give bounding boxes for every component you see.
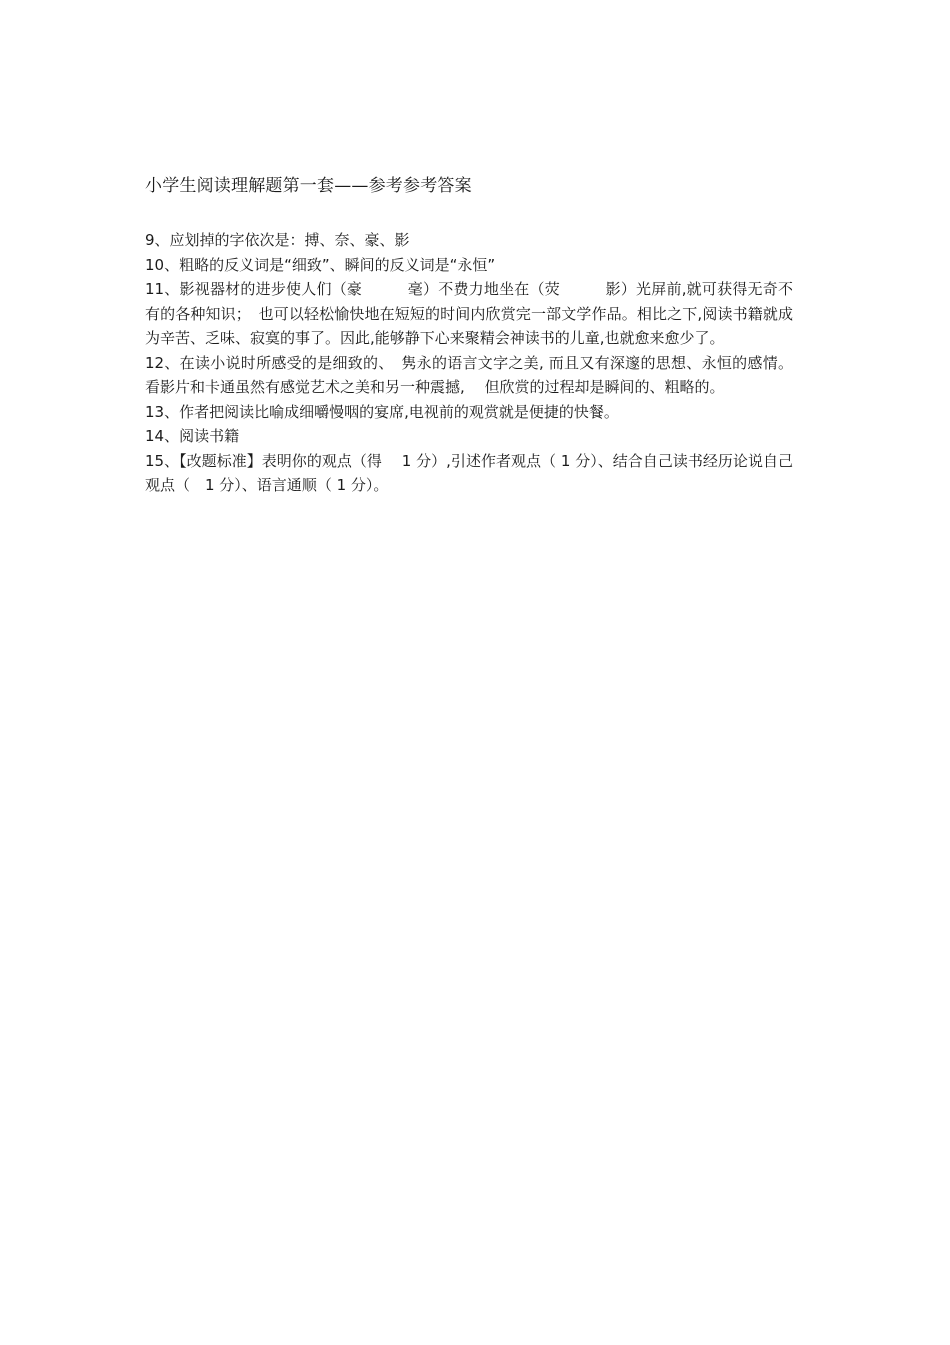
answer-number: 12: [145, 353, 165, 372]
answer-number: 11: [145, 280, 165, 298]
answer-item-10: [145, 253, 793, 278]
answer-item-14: [145, 424, 793, 449]
answer-number: 14: [145, 427, 165, 445]
answer-text: 、阅读书籍: [164, 427, 240, 445]
answer-item-15: [145, 449, 793, 498]
document-title: 小学生阅读理解题第一套——参考参考答案: [145, 176, 472, 196]
answer-item-11: [145, 277, 793, 351]
answer-list: [145, 228, 793, 498]
answer-text: 、【改题标准】表明你的观点（得 1 分）,引述作者观点（ 1 分）、结合自己读书经历论说自己观点（ 1 分）、语言通顺（ 1 分）。: [145, 451, 793, 494]
answer-text: 、应划掉的字依次是：搏、奈、豪、影: [154, 231, 410, 249]
document-page: [145, 172, 793, 498]
answer-number: 9: [145, 231, 155, 249]
answer-number: 10: [145, 255, 165, 274]
answer-number: 15: [145, 451, 165, 470]
answer-text: 、影视器材的进步使人们（豪 毫）不费力地坐在（荧 影）光屏前,就可获得无奇不有的各种知识； 也可以轻松愉快地在短短的时间内欣赏完一部文学作品。相比之下,阅读书籍就成为辛苦、乏味、寂寞的事了。因此,能够静下心来聚精会神读书的儿童,也就愈来愈少了。: [145, 280, 793, 347]
answer-number: 13: [145, 402, 165, 421]
answer-item-12: [145, 351, 793, 400]
answer-text: 、在读小说时所感受的是细致的、 隽永的语言文字之美, 而且又有深邃的思想、永恒的感情。 看影片和卡通虽然有感觉艺术之美和另一种震撼, 但欣赏的过程却是瞬间的、粗略的。: [145, 353, 793, 396]
answer-item-9: [145, 228, 793, 253]
answer-item-13: [145, 400, 793, 425]
answer-text: 、作者把阅读比喻成细嚼慢咽的宴席,电视前的观赏就是便捷的快餐。: [164, 402, 619, 421]
answer-text: 、粗略的反义词是“细致”、瞬间的反义词是“永恒”: [164, 255, 496, 274]
